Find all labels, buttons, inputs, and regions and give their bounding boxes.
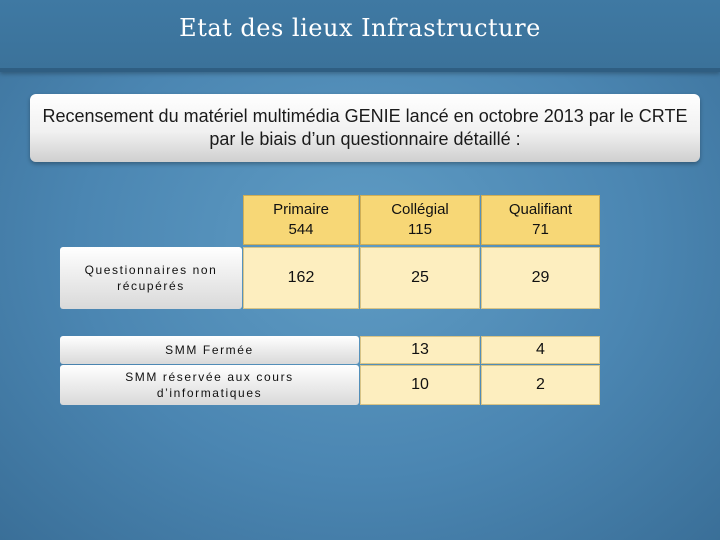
table-cell: 162 — [243, 247, 359, 309]
table-cell: 10 — [360, 365, 480, 405]
col-count-collegial: 115 — [408, 221, 432, 238]
table-cell: 13 — [360, 336, 480, 364]
col-name-collegial: Collégial — [391, 201, 449, 218]
title-bar — [0, 0, 720, 72]
slide-title: Etat des lieux Infrastructure — [179, 14, 541, 42]
table-cell: 29 — [481, 247, 600, 309]
row-label-smm-reservee: SMM réservée aux cours d’informatiques — [60, 365, 359, 405]
table-cell: 2 — [481, 365, 600, 405]
col-count-qualifiant: 71 — [532, 221, 549, 238]
col-count-primaire: 544 — [288, 221, 314, 238]
intro-box — [30, 94, 700, 162]
row-label-non-recuperes: Questionnaires non récupérés — [60, 247, 242, 309]
col-header-collegial — [360, 195, 480, 245]
col-header-qualifiant — [481, 195, 600, 245]
col-name-qualifiant: Qualifiant — [508, 201, 573, 218]
row-label-smm-fermee: SMM Fermée — [60, 336, 359, 364]
col-header-primaire — [243, 195, 359, 245]
table-cell: 4 — [481, 336, 600, 364]
col-name-primaire: Primaire — [273, 201, 329, 218]
intro-text: Recensement du matériel multimédia GENIE lancé en octobre 2013 par le CRTE par le biais d’un questionnaire détaillé : — [42, 106, 688, 149]
table-cell: 25 — [360, 247, 480, 309]
